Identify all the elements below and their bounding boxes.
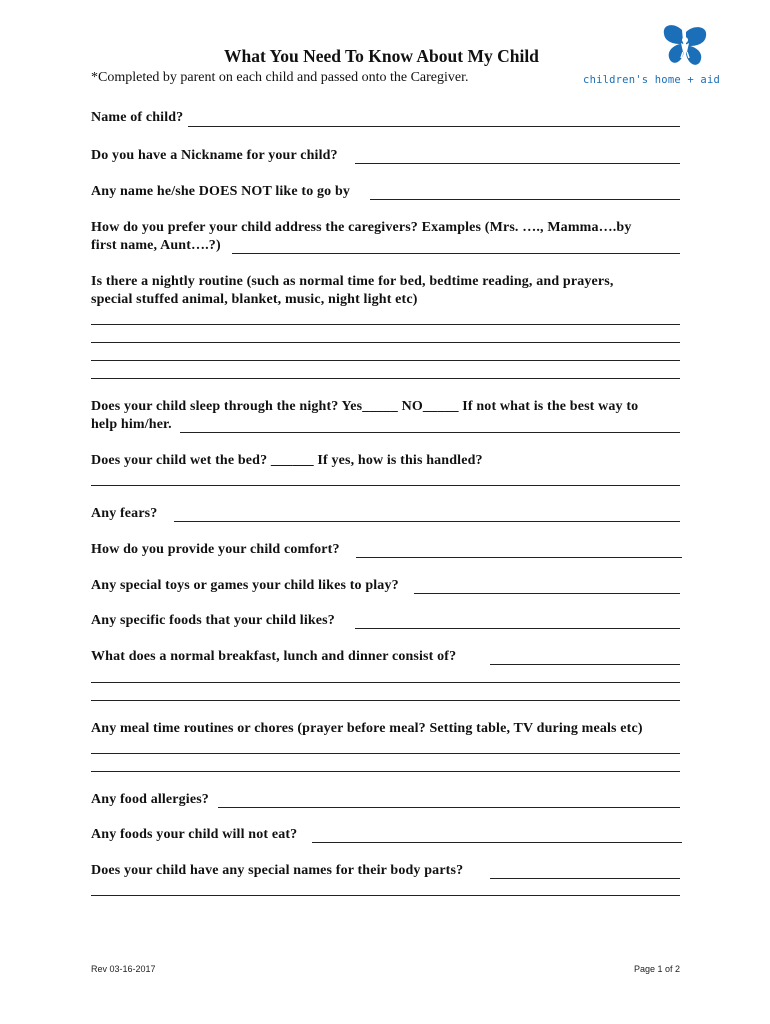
question-comfort: How do you provide your child comfort?	[91, 542, 340, 557]
question-sleep: Does your child sleep through the night? Yes_____ NO_____ If not what is the best way to	[91, 399, 639, 414]
butterfly-icon	[660, 22, 710, 70]
answer-line-routine-3[interactable]	[91, 360, 680, 361]
answer-line-foods-liked[interactable]	[355, 628, 680, 629]
question-meal-routines: Any meal time routines or chores (prayer before meal? Setting table, TV during meals etc)	[91, 721, 643, 736]
answer-line-fears[interactable]	[174, 521, 680, 522]
answer-line-meal-routines-2[interactable]	[91, 771, 680, 772]
logo	[580, 22, 720, 92]
revision-date: Rev 03-16-2017	[91, 964, 156, 974]
page-title: What You Need To Know About My Child	[224, 46, 539, 66]
answer-line-allergies[interactable]	[218, 807, 680, 808]
answer-line-routine-4[interactable]	[91, 378, 680, 379]
answer-line-wet-bed[interactable]	[91, 485, 680, 486]
question-nightly-routine: Is there a nightly routine (such as normal time for bed, bedtime reading, and prayers,	[91, 274, 614, 289]
logo-text: children's home + aid	[583, 74, 720, 86]
question-sleep-cont: help him/her.	[91, 417, 172, 432]
answer-line-meals-2[interactable]	[91, 682, 680, 683]
answer-line-meal-routines-1[interactable]	[91, 753, 680, 754]
question-name: Name of child?	[91, 110, 184, 125]
answer-line-routine-1[interactable]	[91, 324, 680, 325]
answer-line-routine-2[interactable]	[91, 342, 680, 343]
question-allergies: Any food allergies?	[91, 792, 209, 807]
answer-line-name[interactable]	[188, 126, 680, 127]
answer-line-foods-refused[interactable]	[312, 842, 682, 843]
answer-line-body-names-2[interactable]	[91, 895, 680, 896]
question-address-caregivers-cont: first name, Aunt….?)	[91, 238, 221, 253]
page-subtitle: *Completed by parent on each child and passed onto the Caregiver.	[91, 70, 469, 85]
answer-line-comfort[interactable]	[356, 557, 682, 558]
answer-line-address-caregivers[interactable]	[232, 253, 680, 254]
answer-line-meals[interactable]	[490, 664, 680, 665]
answer-line-meals-3[interactable]	[91, 700, 680, 701]
question-address-caregivers: How do you prefer your child address the caregivers? Examples (Mrs. …., Mamma….by	[91, 220, 632, 235]
answer-line-toys[interactable]	[414, 593, 680, 594]
question-foods-liked: Any specific foods that your child likes?	[91, 613, 335, 628]
question-disliked-name: Any name he/she DOES NOT like to go by	[91, 184, 351, 199]
question-meals: What does a normal breakfast, lunch and dinner consist of?	[91, 649, 457, 664]
question-foods-refused: Any foods your child will not eat?	[91, 827, 298, 842]
question-fears: Any fears?	[91, 506, 158, 521]
question-nickname: Do you have a Nickname for your child?	[91, 148, 338, 163]
answer-line-nickname[interactable]	[355, 163, 680, 164]
question-wet-bed: Does your child wet the bed? ______ If yes, how is this handled?	[91, 453, 483, 468]
question-toys: Any special toys or games your child likes to play?	[91, 578, 399, 593]
page-number: Page 1 of 2	[634, 964, 681, 974]
question-body-names: Does your child have any special names for their body parts?	[91, 863, 464, 878]
answer-line-sleep[interactable]	[180, 432, 680, 433]
answer-line-disliked-name[interactable]	[370, 199, 680, 200]
question-nightly-routine-cont: special stuffed animal, blanket, music, night light etc)	[91, 292, 418, 307]
answer-line-body-names[interactable]	[490, 878, 680, 879]
